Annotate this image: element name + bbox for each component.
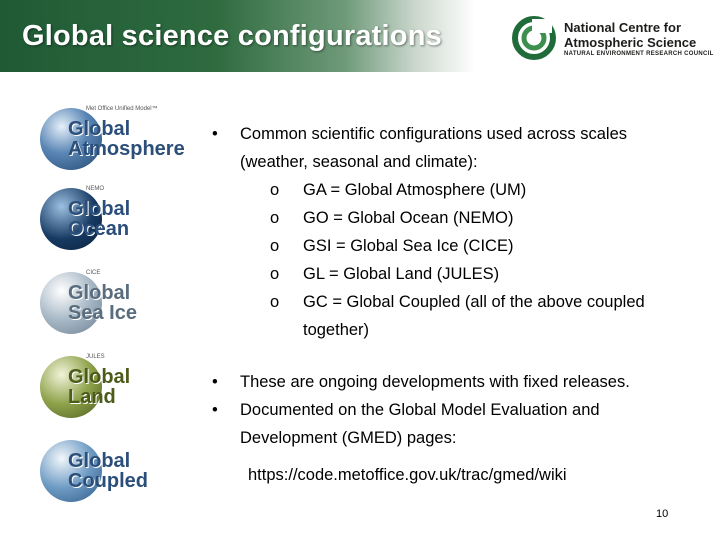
sub-bullet-marker: o bbox=[270, 209, 280, 227]
logo-text-line3: NATURAL ENVIRONMENT RESEARCH COUNCIL bbox=[564, 51, 714, 57]
global-atmosphere-icon bbox=[36, 104, 196, 178]
logo-text-line2: Atmospheric Science bbox=[564, 35, 697, 50]
sub-bullet-marker: o bbox=[270, 293, 280, 311]
sub-bullet-item bbox=[208, 260, 698, 288]
sub-bullet-marker: o bbox=[270, 181, 280, 199]
ncas-logo bbox=[512, 16, 712, 60]
bullet-text: (weather, seasonal and climate): bbox=[240, 153, 478, 171]
icon-caption: JULES bbox=[86, 354, 105, 360]
sub-bullet-item bbox=[208, 288, 698, 344]
sub-bullet-item bbox=[208, 176, 698, 204]
bullet-marker: • bbox=[212, 401, 218, 419]
sub-bullet-text: GSI = Global Sea Ice (CICE) bbox=[303, 237, 514, 255]
sub-bullet-item bbox=[208, 232, 698, 260]
sub-bullet-marker: o bbox=[270, 237, 280, 255]
page-number: 10 bbox=[656, 508, 669, 520]
icon-word1: Global bbox=[68, 118, 131, 140]
icon-word1: Global bbox=[68, 198, 131, 220]
bullet-text: Documented on the Global Model Evaluation and bbox=[240, 401, 600, 419]
bullet-marker: • bbox=[212, 125, 218, 143]
bullet-item bbox=[208, 368, 698, 396]
logo-text-line1: National Centre for bbox=[564, 20, 682, 35]
icon-word2: Coupled bbox=[68, 470, 148, 492]
global-sea-ice-icon bbox=[36, 268, 196, 342]
sub-bullet-text: together) bbox=[303, 321, 370, 339]
global-coupled-icon bbox=[36, 436, 196, 510]
icon-word2: Land bbox=[68, 386, 116, 408]
icon-word1: Global bbox=[68, 450, 131, 472]
sub-bullet-text: GL = Global Land (JULES) bbox=[303, 265, 500, 283]
sub-bullet-text: GC = Global Coupled (all of the above coupled bbox=[303, 293, 645, 311]
bullet-item bbox=[208, 120, 698, 176]
sub-bullet-text: GA = Global Atmosphere (UM) bbox=[303, 181, 527, 199]
slide-body bbox=[208, 120, 698, 452]
icon-caption: NEMO bbox=[86, 186, 104, 192]
bullet-item bbox=[208, 396, 698, 452]
icon-word2: Sea Ice bbox=[68, 302, 137, 324]
sub-bullet-text: GO = Global Ocean (NEMO) bbox=[303, 209, 514, 227]
icon-caption: Met Office Unified Model™ bbox=[86, 106, 158, 112]
icon-word2: Ocean bbox=[68, 218, 130, 240]
icon-word2: Atmosphere bbox=[68, 138, 185, 160]
icon-caption: CICE bbox=[86, 270, 101, 276]
bullet-marker: • bbox=[212, 373, 218, 391]
slide-title: Global science configurations bbox=[22, 20, 442, 52]
sub-bullet-marker: o bbox=[270, 265, 280, 283]
ncas-logo-mark-icon bbox=[512, 16, 556, 60]
bullet-text: Common scientific configurations used across scales bbox=[240, 125, 628, 143]
sub-bullet-item bbox=[208, 204, 698, 232]
global-ocean-icon bbox=[36, 184, 196, 258]
bullet-text: These are ongoing developments with fixed releases. bbox=[240, 373, 630, 391]
icon-word1: Global bbox=[68, 366, 131, 388]
gmed-wiki-link[interactable]: https://code.metoffice.gov.uk/trac/gmed/wiki bbox=[248, 466, 567, 484]
bullet-text: Development (GMED) pages: bbox=[240, 429, 457, 447]
global-land-icon bbox=[36, 352, 196, 426]
icon-word1: Global bbox=[68, 282, 131, 304]
